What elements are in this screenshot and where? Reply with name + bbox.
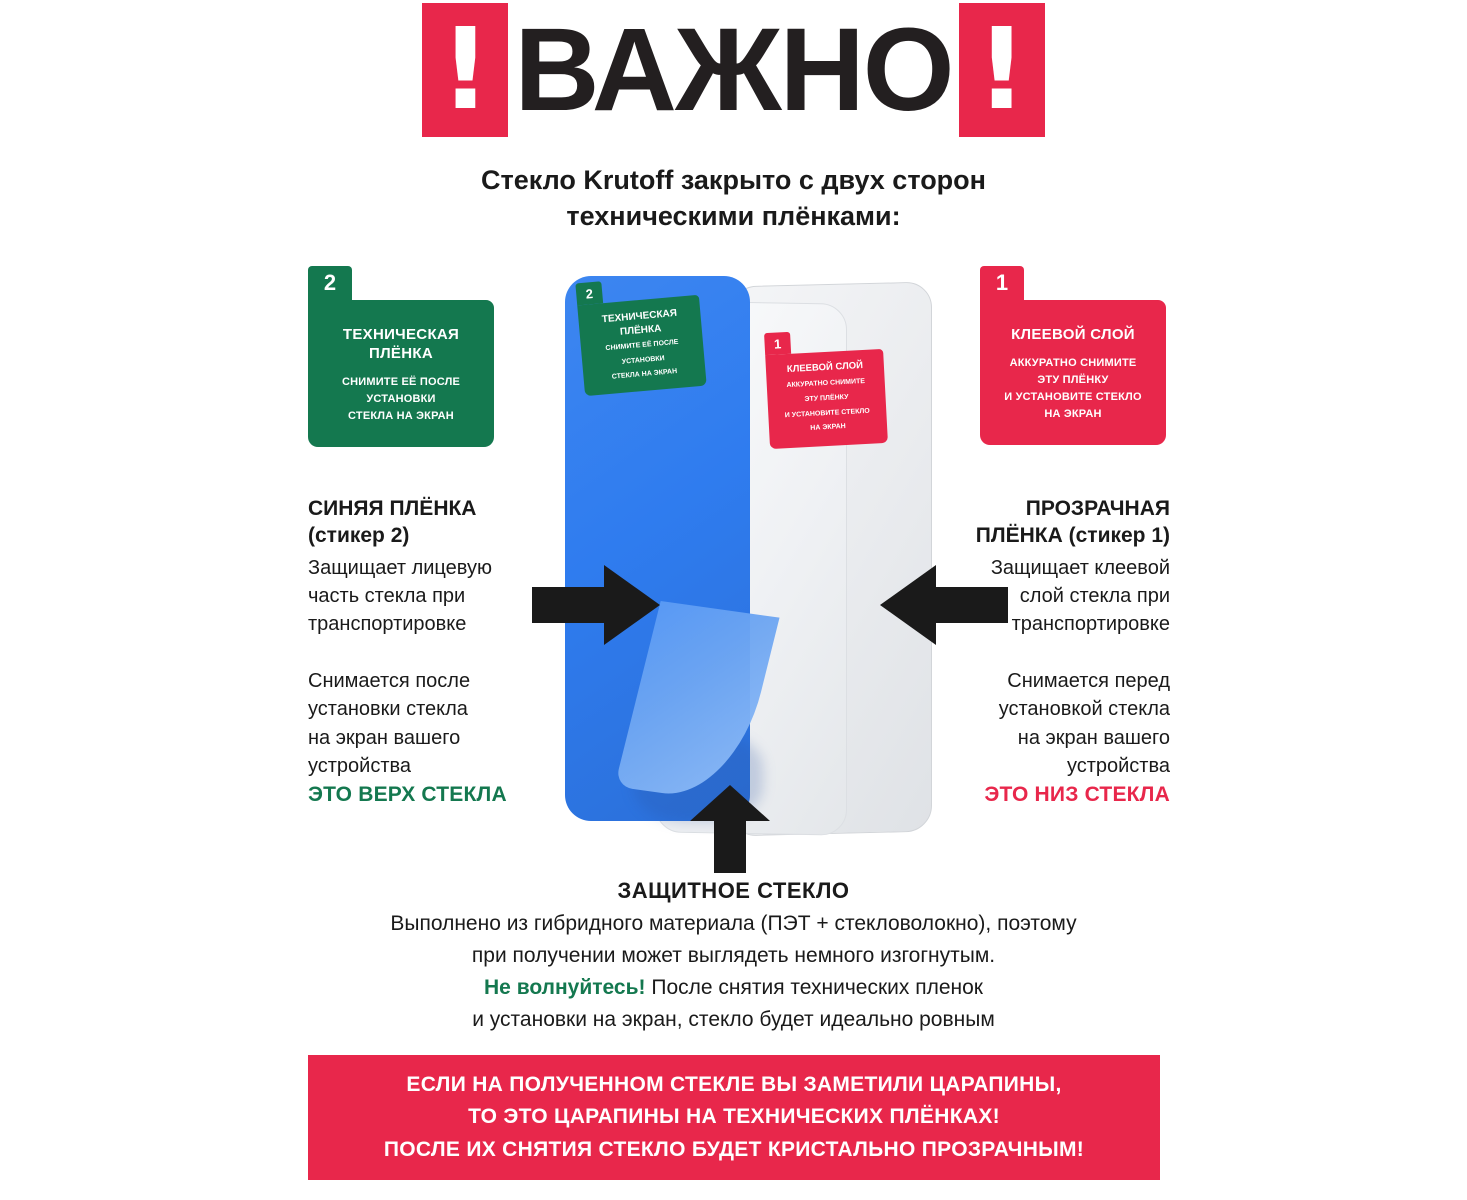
banner-line-3: ПОСЛЕ ИХ СНЯТИЯ СТЕКЛО БУДЕТ КРИСТАЛЬНО ПРОЗРАЧНЫМ! [383,1137,1085,1161]
sticker-red-sub-line-1: АККУРАТНО СНИМИТЕ [786,377,866,389]
left-p1-line-3: транспортировке [308,613,467,636]
sticker-green-title-line-2: ПЛЁНКА [619,322,662,338]
callout-green-title-line-2: ПЛЁНКА [369,344,433,362]
left-text-column [308,495,568,810]
callout-red-sub-line-3: И УСТАНОВИТЕ СТЕКЛО [1004,390,1142,403]
left-p2-line-2: установки стекла [308,698,468,721]
banner-line-1: ЕСЛИ НА ПОЛУЧЕННОМ СТЕКЛЕ ВЫ ЗАМЕТИЛИ ЦАРАПИНЫ, [406,1072,1062,1096]
right-heading [900,495,1170,550]
exclamation-right-icon: ! [959,3,1045,137]
sticker-red-sub-line-3: И УСТАНОВИТЕ СТЕКЛО [784,407,870,419]
banner-line-2: ТО ЭТО ЦАРАПИНЫ НА ТЕХНИЧЕСКИХ ПЛЁНКАХ! [468,1105,1000,1129]
left-paragraph-2 [308,667,568,781]
sticker-red-title: КЛЕЕВОЙ СЛОЙ [786,360,864,376]
sticker-green-on-blue-film [575,273,706,396]
callout-red-sub-line-1: АККУРАТНО СНИМИТЕ [1009,356,1137,369]
callout-red-adhesive-layer [980,266,1166,445]
right-paragraph-1 [900,554,1170,639]
callout-green-sub-line-1: СНИМИТЕ ЕЁ ПОСЛЕ [341,375,461,388]
callout-green-title-line-1: ТЕХНИЧЕСКАЯ [342,326,460,343]
sticker-red-body [765,349,888,449]
subtitle [0,162,1467,235]
bottom-highlight: Не волнуйтесь! [484,975,646,999]
sticker-green-body [577,295,706,396]
sticker-green-sub-line-3: СТЕКЛА НА ЭКРАН [611,368,678,381]
callout-red-number: 1 [980,266,1024,300]
right-heading-line-2: ПЛЁНКА (стикер 1) [975,524,1170,548]
callout-green-title [318,326,484,364]
right-p1-line-1: Защищает клеевой [990,556,1170,579]
left-p1-line-1: Защищает лицевую [308,556,492,579]
right-p1-line-3: транспортировке [1011,613,1170,636]
subtitle-line-2: техническими плёнками: [566,201,901,232]
exclamation-left-icon: ! [422,3,508,137]
callout-green-sub-line-3: СТЕКЛА НА ЭКРАН [348,409,454,422]
right-p2-line-1: Снимается перед [1007,669,1170,692]
right-accent-note: ЭТО НИЗ СТЕКЛА [984,783,1170,807]
left-heading-line-2: (стикер 2) [308,524,410,548]
left-p1-line-2: часть стекла при [308,584,466,607]
subtitle-line-1: Стекло Krutoff закрыто с двух сторон [481,165,986,195]
sticker-green-number: 2 [575,281,603,305]
right-p2-line-3: на экран вашего [1017,726,1170,749]
right-paragraph-2 [900,667,1170,781]
bottom-section-text [0,908,1467,1036]
right-p2-line-4: устройства [1066,754,1170,777]
bottom-line-3 [0,972,1467,1004]
left-paragraph-1 [308,554,568,639]
sticker-red-number: 1 [764,332,791,355]
right-text-column [900,495,1170,810]
right-heading-line-1: ПРОЗРАЧНАЯ [1025,497,1170,520]
left-p2-line-4: устройства [308,754,412,777]
bottom-line-1: Выполнено из гибридного материала (ПЭТ + стекловолокно), поэтому [390,912,1077,935]
callout-green-technical-film [308,266,494,447]
left-p2-line-1: Снимается после [308,669,471,692]
callout-green-subtext [318,374,484,425]
callout-green-body [308,300,494,447]
callout-red-sub-line-4: НА ЭКРАН [1044,407,1102,420]
callout-red-body [980,300,1166,445]
callout-red-sub-line-2: ЭТУ ПЛЁНКУ [1037,373,1109,386]
sticker-red-on-clear-film [764,327,888,449]
left-spacer [308,639,568,665]
right-p2-line-2: установкой стекла [998,698,1170,721]
callout-red-subtext [990,355,1156,423]
left-p2-line-3: на экран вашего [308,726,461,749]
right-spacer [900,639,1170,665]
sticker-green-sub-line-1: СНИМИТЕ ЕЁ ПОСЛЕ [605,338,679,353]
sticker-red-sub-line-2: ЭТУ ПЛЁНКУ [804,393,849,403]
right-p1-line-2: слой стекла при [1019,584,1170,607]
bottom-section-title: ЗАЩИТНОЕ СТЕКЛО [617,878,850,903]
page-title: ВАЖНО [514,4,953,136]
left-heading-line-1: СИНЯЯ ПЛЁНКА [308,497,477,520]
left-heading [308,495,568,550]
sticker-green-sub-line-2: УСТАНОВКИ [621,354,665,366]
bottom-line-3-rest: После снятия технических пленок [645,975,983,999]
sticker-green-title-line-1: ТЕХНИЧЕСКАЯ [601,307,678,326]
bottom-line-2: при получении может выглядеть немного изгогнутым. [471,943,996,967]
callout-green-sub-line-2: УСТАНОВКИ [366,392,436,405]
callout-red-title: КЛЕЕВОЙ СЛОЙ [1011,326,1135,343]
sticker-red-sub-line-4: НА ЭКРАН [810,423,846,433]
warning-banner [308,1055,1160,1180]
bottom-line-4: и установки на экран, стекло будет идеально ровным [472,1007,995,1031]
callout-green-number: 2 [308,266,352,300]
left-accent-note: ЭТО ВЕРХ СТЕКЛА [308,783,507,807]
arrow-up-icon [690,785,770,875]
header-banner [0,0,1467,140]
